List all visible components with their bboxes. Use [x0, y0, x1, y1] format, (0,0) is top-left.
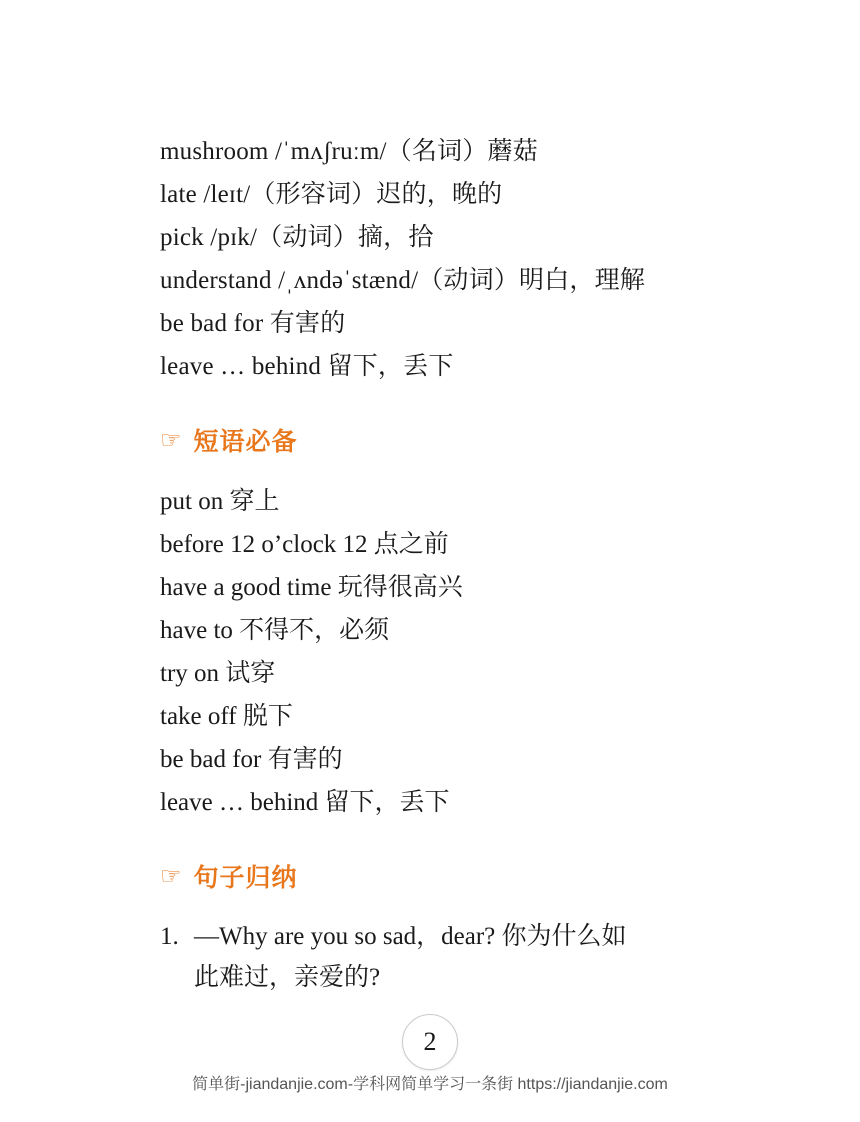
- phrases-section-title: 短语必备: [193, 428, 298, 456]
- vocabulary-entry: understand /ˌʌndəˈstænd/（动词）明白，理解: [160, 267, 646, 294]
- vocabulary-entry: pick /pɪk/（动词）摘，拾: [160, 224, 434, 251]
- pointing-hand-icon: ☞: [160, 428, 182, 454]
- phrase-item: take off 脱下: [160, 703, 293, 730]
- sentence-line-1: —Why are you so sad，dear? 你为什么如: [194, 923, 627, 950]
- vocabulary-list: [160, 130, 750, 388]
- pointing-hand-icon: ☞: [160, 864, 182, 890]
- sentences-list: [160, 916, 750, 998]
- vocabulary-entry: late /leɪt/（形容词）迟的，晚的: [160, 181, 503, 208]
- phrase-item: before 12 o’clock 12 点之前: [160, 531, 449, 558]
- sentence-number: 1.: [160, 923, 179, 950]
- phrase-item: put on 穿上: [160, 488, 280, 515]
- page-number-container: [0, 1014, 860, 1070]
- phrase-item: be bad for 有害的: [160, 746, 343, 773]
- sentence-text: [194, 916, 750, 998]
- phrase-item: have a good time 玩得很高兴: [160, 574, 463, 601]
- phrases-section-header: [160, 422, 750, 458]
- phrase-item: have to 不得不，必须: [160, 617, 390, 644]
- list-item: [160, 916, 750, 998]
- page-number: 2: [402, 1014, 458, 1070]
- sentence-line-2: 此难过，亲爱的?: [194, 964, 381, 991]
- footer-watermark: 简单街-jiandanjie.com-学科网简单学习一条街 https://jiandanjie.com: [192, 1076, 668, 1093]
- sentences-section-header: [160, 858, 750, 894]
- phrases-list: [160, 480, 750, 824]
- sentences-section-title: 句子归纳: [193, 864, 298, 892]
- phrase-item: try on 试穿: [160, 660, 276, 687]
- vocabulary-entry: mushroom /ˈmʌʃruːm/（名词）蘑菇: [160, 138, 538, 165]
- vocabulary-entry: leave … behind 留下，丢下: [160, 353, 454, 380]
- phrase-item: leave … behind 留下，丢下: [160, 789, 450, 816]
- vocabulary-entry: be bad for 有害的: [160, 310, 346, 337]
